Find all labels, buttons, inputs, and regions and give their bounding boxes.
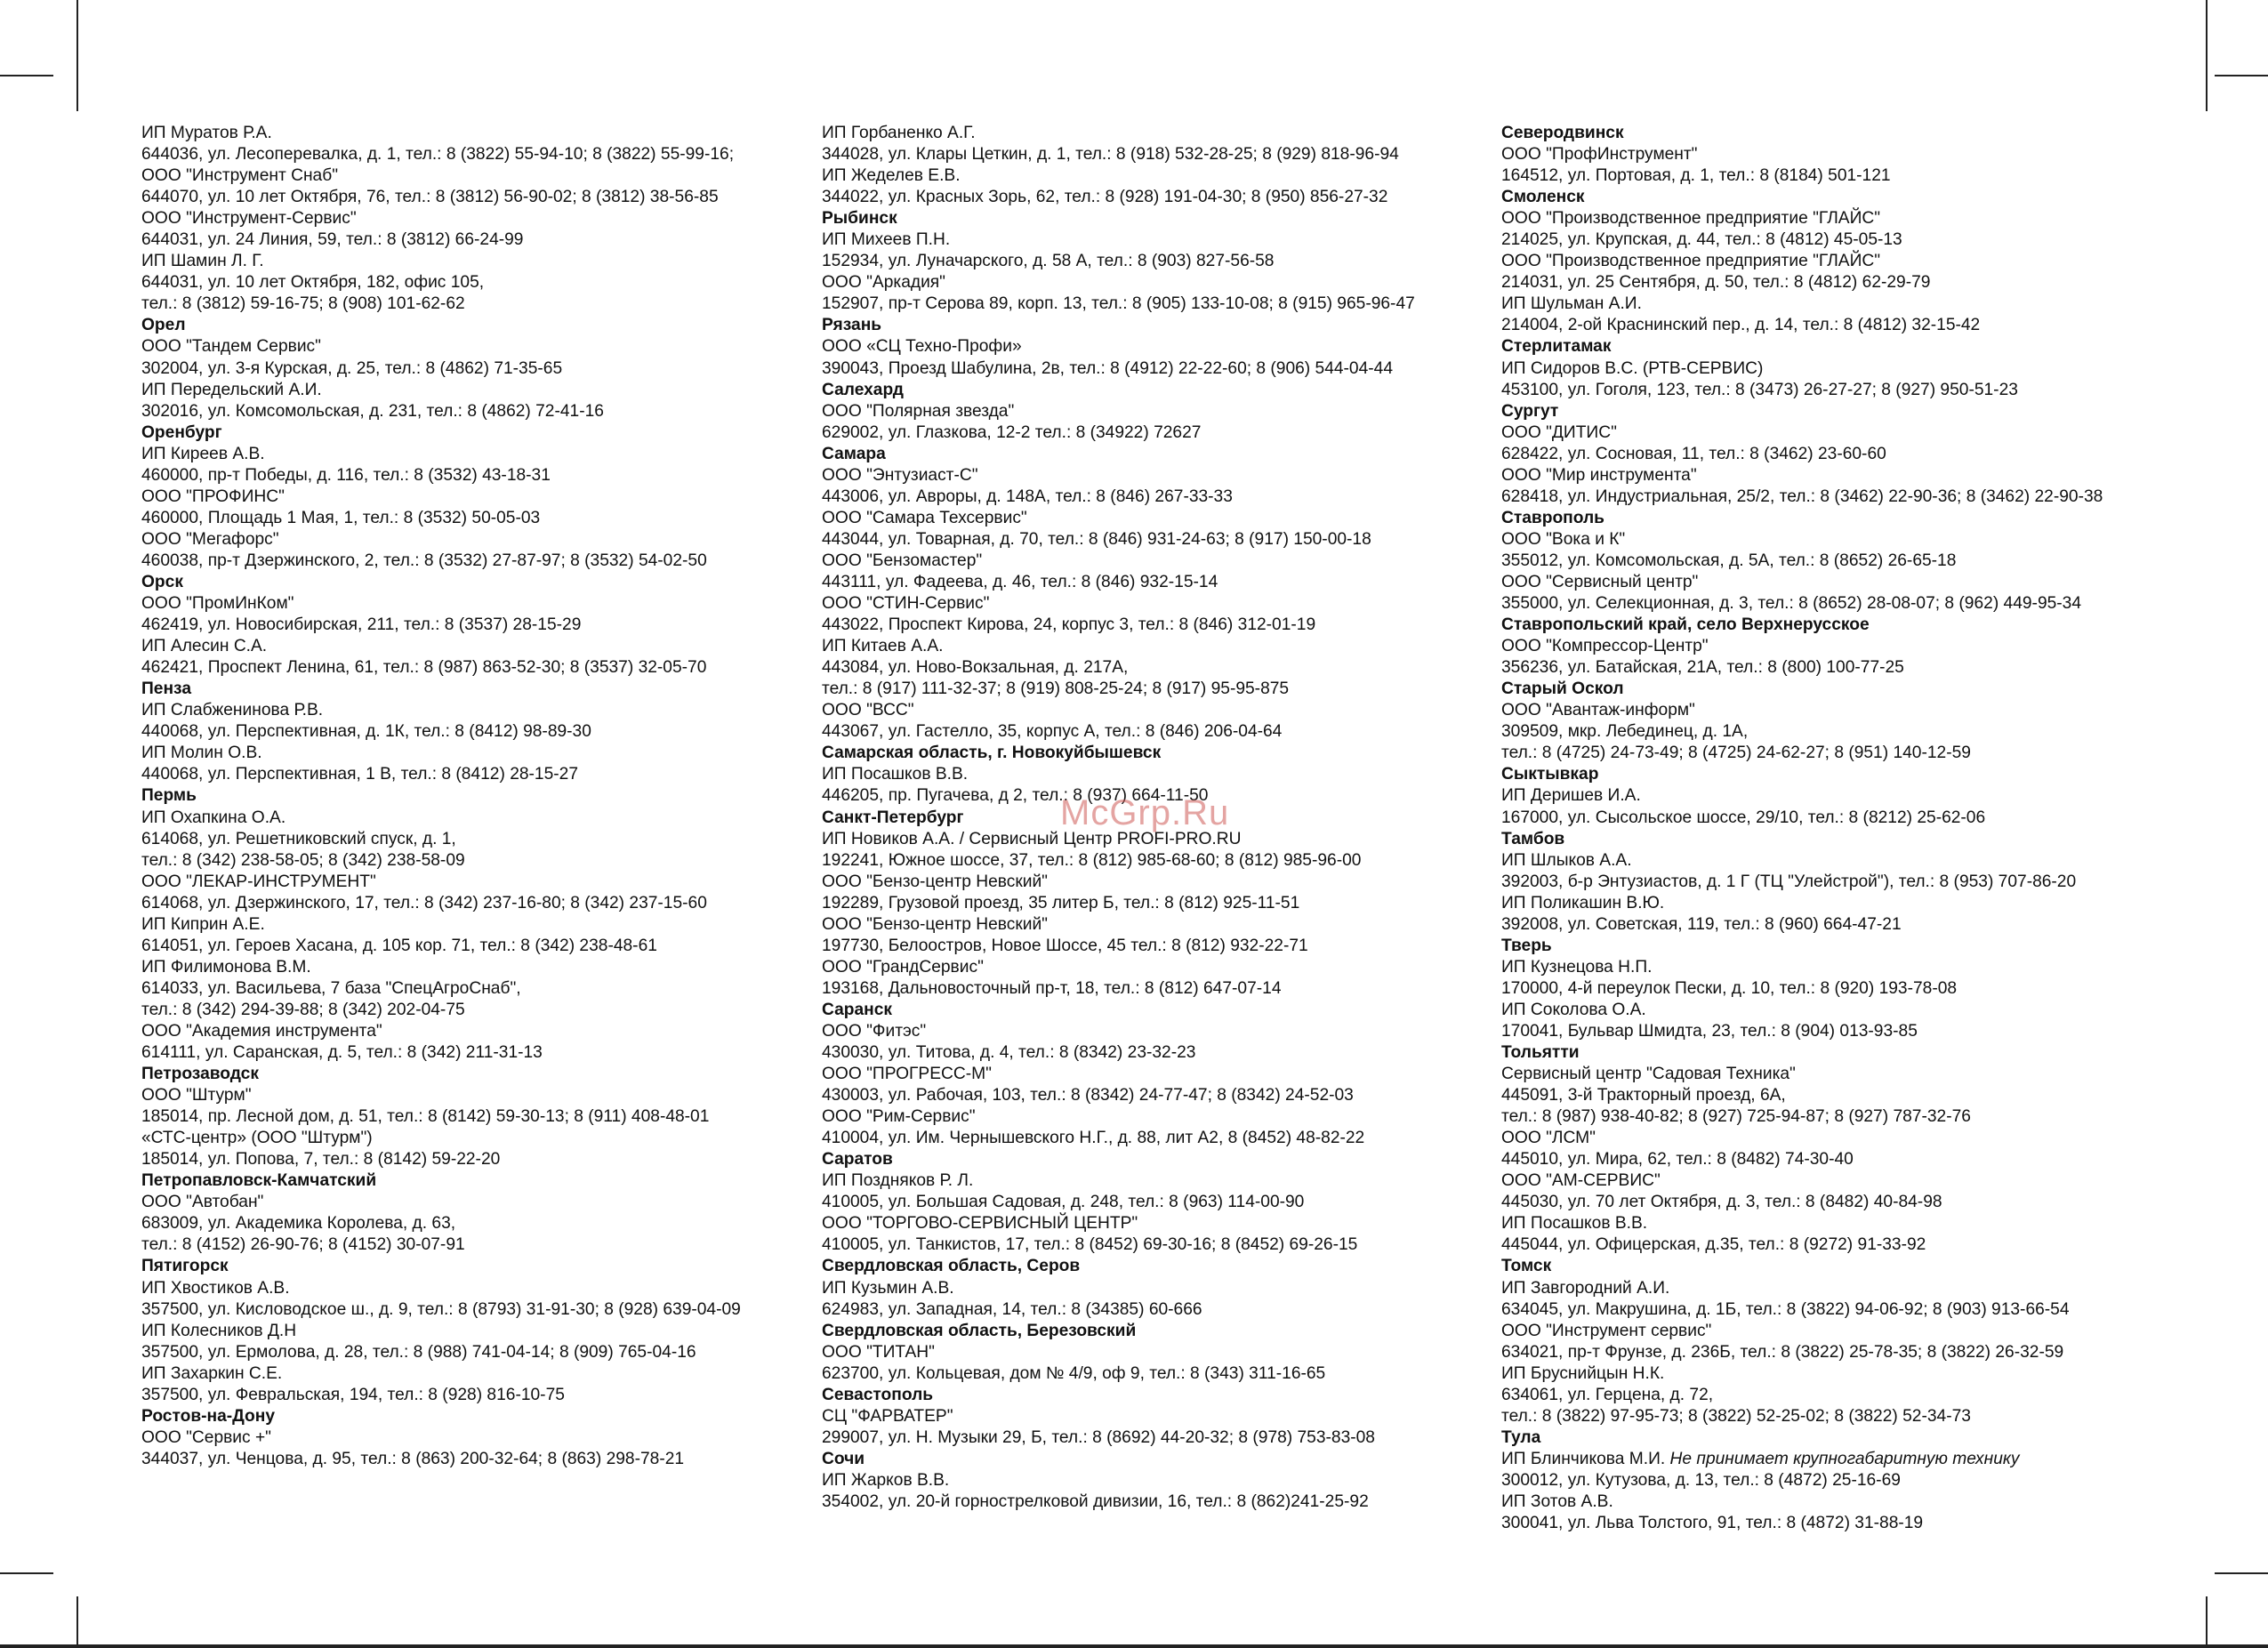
dealer-line: 302004, ул. 3-я Курская, д. 25, тел.: 8 (4862) 71-35-65 [141, 358, 563, 378]
dealer-line: ООО «СЦ Техно-Профи» [822, 337, 1022, 357]
dealer-line: 644031, ул. 10 лет Октября, 182, офис 105, [141, 273, 485, 293]
dealer-line: 430003, ул. Рабочая, 103, тел.: 8 (8342) 24-77-47; 8 (8342) 24-52-03 [822, 1086, 1354, 1105]
dealer-line: «СТС-центр» (ООО "Штурм") [141, 1129, 373, 1148]
dealer-line: 644036, ул. Лесоперевалка, д. 1, тел.: 8 (3822) 55-94-10; 8 (3822) 55-99-16; [141, 145, 735, 165]
dealer-line: 390043, Проезд Шабулина, 2в, тел.: 8 (4912) 22-22-60; 8 (906) 544-04-44 [822, 358, 1394, 378]
dealer-line: ООО "ГрандСервис" [822, 957, 984, 977]
dealer-line: ИП Захаркин С.Е. [141, 1363, 283, 1383]
dealer-line: 628422, ул. Сосновая, 11, тел.: 8 (3462) 23-60-60 [1501, 444, 1886, 463]
dealer-line: тел.: 8 (342) 294-39-88; 8 (342) 202-04-75 [141, 1000, 465, 1019]
dealer-line: ООО "Автобан" [141, 1193, 264, 1212]
dealer-line: ООО "ВСС" [822, 701, 914, 720]
dealer-line: 192289, Грузовой проезд, 35 литер Б, тел.: 8 (812) 925-11-51 [822, 893, 1300, 912]
dealer-line: ООО "Бензо-центр Невский" [822, 914, 1048, 934]
city-heading: Пенза [141, 679, 192, 699]
dealer-line: 683009, ул. Академика Королева, д. 63, [141, 1214, 456, 1234]
dealer-line: 357500, ул. Февральская, 194, тел.: 8 (928) 816-10-75 [141, 1385, 565, 1404]
city-heading: Сургут [1501, 401, 1559, 421]
dealer-line: ИП Посашков В.В. [1501, 1214, 1648, 1234]
city-heading: Салехард [822, 380, 904, 399]
dealer-column-1 [141, 123, 741, 1470]
dealer-line: ИП Поликашин В.Ю. [1501, 893, 1665, 912]
city-heading: Оренбург [141, 422, 222, 442]
dealer-line: ИП Блинчикова М.И. Не принимает крупногабаритную технику [1501, 1449, 2020, 1468]
dealer-line: 634061, ул. Герцена, д. 72, [1501, 1385, 1714, 1404]
city-heading: Саратов [822, 1150, 893, 1170]
city-heading: Самарская область, г. Новокуйбышевск [822, 744, 1162, 763]
dealer-line: тел.: 8 (917) 111-32-37; 8 (919) 808-25-24; 8 (917) 95-95-875 [822, 679, 1290, 699]
dealer-line: 629002, ул. Глазкова, 12-2 тел.: 8 (34922) 72627 [822, 422, 1202, 442]
dealer-line: ООО "Мир инструмента" [1501, 465, 1697, 485]
dealer-line: 614033, ул. Васильева, 7 база "СпецАгроСнаб", [141, 978, 521, 998]
crop-mark [76, 1596, 78, 1648]
city-heading: Сочи [822, 1449, 865, 1468]
dealer-line: 356236, ул. Батайская, 21А, тел.: 8 (800) 100-77-25 [1501, 658, 1904, 678]
dealer-line: ИП Кузнецова Н.П. [1501, 957, 1653, 977]
dealer-line: 344037, ул. Ченцова, д. 95, тел.: 8 (863) 200-32-64; 8 (863) 298-78-21 [141, 1449, 685, 1468]
dealer-line: 445030, ул. 70 лет Октября, д. 3, тел.: 8 (8482) 40-84-98 [1501, 1193, 1942, 1212]
city-heading: Рязань [822, 316, 882, 335]
dealer-line: ООО "Аркадия" [822, 273, 945, 293]
dealer-line: ООО "Полярная звезда" [822, 401, 1015, 421]
dealer-line: ООО "ЛСМ" [1501, 1129, 1596, 1148]
dealer-line: ИП Жеделев Е.В. [822, 166, 961, 186]
dealer-line: 392008, ул. Советская, 119, тел.: 8 (960) 664-47-21 [1501, 914, 1902, 934]
dealer-line: 443022, Проспект Кирова, 24, корпус 3, тел.: 8 (846) 312-01-19 [822, 615, 1316, 635]
dealer-line: ООО "Авантаж-информ" [1501, 701, 1695, 720]
city-heading: Петропавловск-Камчатский [141, 1171, 377, 1191]
dealer-line: 634021, пр-т Фрунзе, д. 236Б, тел.: 8 (3822) 25-78-35; 8 (3822) 26-32-59 [1501, 1342, 2064, 1362]
city-heading: Томск [1501, 1257, 1552, 1276]
dealer-line: 410005, ул. Танкистов, 17, тел.: 8 (8452) 69-30-16; 8 (8452) 69-26-15 [822, 1235, 1358, 1255]
crop-mark [76, 0, 78, 111]
city-heading: Ростов-на-Дону [141, 1406, 276, 1426]
city-heading: Стерлитамак [1501, 337, 1612, 357]
dealer-line: 628418, ул. Индустриальная, 25/2, тел.: 8 (3462) 22-90-36; 8 (3462) 22-90-38 [1501, 486, 2103, 506]
dealer-line: ООО "ТИТАН" [822, 1342, 935, 1362]
dealer-line: тел.: 8 (3812) 59-16-75; 8 (908) 101-62-62 [141, 294, 465, 314]
dealer-line: 445044, ул. Офицерская, д.35, тел.: 8 (9272) 91-33-92 [1501, 1235, 1926, 1255]
city-heading: Тула [1501, 1427, 1541, 1447]
dealer-line: ИП Михеев П.Н. [822, 230, 951, 250]
crop-mark [0, 1572, 53, 1574]
dealer-line: ООО "Производственное предприятие "ГЛАЙС" [1501, 252, 1881, 271]
city-heading: Самара [822, 444, 886, 463]
dealer-line: 192241, Южное шоссе, 37, тел.: 8 (812) 985-68-60; 8 (812) 985-96-00 [822, 850, 1362, 870]
dealer-line: Сервисный центр "Садовая Техника" [1501, 1065, 1796, 1084]
dealer-line: 614051, ул. Героев Хасана, д. 105 кор. 71, тел.: 8 (342) 238-48-61 [141, 936, 657, 955]
dealer-line: ИП Шлыков А.А. [1501, 850, 1632, 870]
dealer-line: 462421, Проспект Ленина, 61, тел.: 8 (987) 863-52-30; 8 (3537) 32-05-70 [141, 658, 707, 678]
dealer-line: ИП Поздняков Р. Л. [822, 1171, 974, 1191]
dealer-line: ООО "Сервисный центр" [1501, 572, 1699, 591]
dealer-line: 614111, ул. Саранская, д. 5, тел.: 8 (342) 211-31-13 [141, 1043, 543, 1063]
watermark: McGrp.Ru [1060, 793, 1230, 832]
dealer-line: ООО "Фитэс" [822, 1021, 927, 1041]
dealer-line: ИП Киреев А.В. [141, 444, 265, 463]
note-italic: Не принимает крупногабаритную технику [1669, 1449, 2020, 1468]
dealer-line: 302016, ул. Комсомольская, д. 231, тел.: 8 (4862) 72-41-16 [141, 401, 604, 421]
dealer-line: 446205, пр. Пугачева, д 2, тел.: 8 (937) 664-11-50 [822, 786, 1209, 806]
dealer-line: 300041, ул. Льва Толстого, 91, тел.: 8 (4872) 31-88-19 [1501, 1514, 1924, 1533]
dealer-line: тел.: 8 (4152) 26-90-76; 8 (4152) 30-07-91 [141, 1235, 465, 1255]
dealer-line: 644070, ул. 10 лет Октября, 76, тел.: 8 (3812) 56-90-02; 8 (3812) 38-56-85 [141, 188, 719, 207]
dealer-line: ООО "СТИН-Сервис" [822, 594, 990, 614]
dealer-line: 440068, ул. Перспективная, д. 1К, тел.: 8 (8412) 98-89-30 [141, 722, 591, 742]
dealer-line: ООО "Бензомастер" [822, 551, 983, 570]
bottom-rule [0, 1644, 2268, 1648]
city-heading: Саранск [822, 1000, 893, 1019]
dealer-line: ООО "Академия инструмента" [141, 1021, 382, 1041]
dealer-line: 443084, ул. Ново-Вокзальная, д. 217А, [822, 658, 1129, 678]
crop-mark [2206, 0, 2208, 111]
dealer-line: 197730, Белоостров, Новое Шоссе, 45 тел.: 8 (812) 932-22-71 [822, 936, 1308, 955]
dealer-line: 460038, пр-т Дзержинского, 2, тел.: 8 (3532) 27-87-97; 8 (3532) 54-02-50 [141, 551, 707, 570]
dealer-line: 644031, ул. 24 Линия, 59, тел.: 8 (3812) 66-24-99 [141, 230, 524, 250]
city-heading: Пятигорск [141, 1257, 229, 1276]
city-heading: Свердловская область, Березовский [822, 1321, 1137, 1340]
dealer-line: ООО "ПромИнКом" [141, 594, 294, 614]
crop-mark [0, 75, 53, 76]
city-heading: Свердловская область, Серов [822, 1257, 1081, 1276]
dealer-line: ИП Молин О.В. [141, 744, 262, 763]
dealer-line: 170000, 4-й переулок Пески, д. 10, тел.: 8 (920) 193-78-08 [1501, 978, 1958, 998]
dealer-line: 410005, ул. Большая Садовая, д. 248, тел.: 8 (963) 114-00-90 [822, 1193, 1305, 1212]
dealer-line: ИП Охапкина О.А. [141, 808, 286, 827]
dealer-line: 443006, ул. Авроры, д. 148А, тел.: 8 (846) 267-33-33 [822, 486, 1233, 506]
dealer-line: 614068, ул. Дзержинского, 17, тел.: 8 (342) 237-16-80; 8 (342) 237-15-60 [141, 893, 707, 912]
city-heading: Санкт-Петербург [822, 808, 964, 827]
city-heading: Сыктывкар [1501, 765, 1599, 784]
dealer-line: 634045, ул. Макрушина, д. 1Б, тел.: 8 (3822) 94-06-92; 8 (903) 913-66-54 [1501, 1299, 2070, 1319]
dealer-line: ООО "Самара Техсервис" [822, 508, 1027, 527]
dealer-line: 460000, пр-т Победы, д. 116, тел.: 8 (3532) 43-18-31 [141, 465, 551, 485]
dealer-line: 443067, ул. Гастелло, 35, корпус А, тел.: 8 (846) 206-04-64 [822, 722, 1283, 742]
city-heading: Смоленск [1501, 188, 1585, 207]
city-heading: Ставрополь [1501, 508, 1604, 527]
dealer-line: 624983, ул. Западная, 14, тел.: 8 (34385) 60-666 [822, 1299, 1202, 1319]
dealer-column-3 [1501, 123, 2103, 1534]
dealer-line: ИП Филимонова В.М. [141, 957, 311, 977]
dealer-line: тел.: 8 (987) 938-40-82; 8 (927) 725-94-87; 8 (927) 787-32-76 [1501, 1107, 1971, 1127]
dealer-line: 453100, ул. Гоголя, 123, тел.: 8 (3473) 26-27-27; 8 (927) 950-51-23 [1501, 380, 2018, 399]
dealer-line: 392003, б-р Энтузиастов, д. 1 Г (ТЦ "Улейстрой"), тел.: 8 (953) 707-86-20 [1501, 872, 2077, 891]
dealer-line: 214031, ул. 25 Сентября, д. 50, тел.: 8 (4812) 62-29-79 [1501, 273, 1931, 293]
dealer-line: 440068, ул. Перспективная, 1 В, тел.: 8 (8412) 28-15-27 [141, 765, 578, 784]
city-heading: Ставропольский край, село Верхнерусское [1501, 615, 1870, 635]
dealer-line: ИП Горбаненко А.Г. [822, 124, 976, 142]
dealer-line: ООО "ПРОФИНС" [141, 486, 285, 506]
dealer-line: ООО "Компрессор-Центр" [1501, 637, 1709, 656]
dealer-line: 193168, Дальновосточный пр-т, 18, тел.: 8 (812) 647-07-14 [822, 978, 1282, 998]
dealer-line: 357500, ул. Кисловодское ш., д. 9, тел.: 8 (8793) 31-91-30; 8 (928) 639-04-09 [141, 1299, 741, 1319]
dealer-line: ИП Колесников Д.Н [141, 1321, 297, 1340]
dealer-line: тел.: 8 (342) 238-58-05; 8 (342) 238-58-09 [141, 850, 465, 870]
dealer-line: 355012, ул. Комсомольская, д. 5А, тел.: 8 (8652) 26-65-18 [1501, 551, 1957, 570]
dealer-line: СЦ "ФАРВАТЕР" [822, 1406, 953, 1426]
dealer-line: 410004, ул. Им. Чернышевского Н.Г., д. 88, лит А2, 8 (8452) 48-82-22 [822, 1129, 1365, 1148]
dealer-line: ИП Зотов А.В. [1501, 1492, 1613, 1511]
city-heading: Орел [141, 316, 186, 335]
dealer-line: ИП Бруснийцын Н.К. [1501, 1363, 1665, 1383]
dealer-line: 445010, ул. Мира, 62, тел.: 8 (8482) 74-30-40 [1501, 1150, 1854, 1170]
dealer-line: 309509, мкр. Лебединец, д. 1А, [1501, 722, 1749, 742]
dealer-line: 164512, ул. Портовая, д. 1, тел.: 8 (8184) 501-121 [1501, 166, 1891, 186]
dealer-line: ООО "ЛЕКАР-ИНСТРУМЕНТ" [141, 872, 376, 891]
dealer-line: ИП Алесин С.А. [141, 637, 268, 656]
dealer-line: ИП Китаев А.А. [822, 637, 944, 656]
dealer-line: ООО "Энтузиаст-С" [822, 465, 978, 485]
dealer-line: ООО "Рим-Сервис" [822, 1107, 976, 1127]
city-heading: Пермь [141, 786, 197, 806]
city-heading: Орск [141, 572, 183, 591]
dealer-line: ИП Завгородний А.И. [1501, 1278, 1670, 1298]
dealer-line: 430030, ул. Титова, д. 4, тел.: 8 (8342) 23-32-23 [822, 1043, 1196, 1063]
dealer-line: 445091, 3-й Тракторный проезд, 6А, [1501, 1086, 1786, 1105]
dealer-line: ИП Соколова О.А. [1501, 1000, 1646, 1019]
dealer-line: 170041, Бульвар Шмидта, 23, тел.: 8 (904) 013-93-85 [1501, 1021, 1918, 1041]
dealer-line: 214025, ул. Крупская, д. 44, тел.: 8 (4812) 45-05-13 [1501, 230, 1902, 250]
dealer-line: 167000, ул. Сысольское шоссе, 29/10, тел.: 8 (8212) 25-62-06 [1501, 808, 1986, 827]
dealer-line: ООО "Сервис +" [141, 1427, 271, 1447]
dealer-line: ИП Муратов Р.А. [141, 124, 272, 142]
city-heading: Севастополь [822, 1385, 934, 1404]
dealer-line: 300012, ул. Кутузова, д. 13, тел.: 8 (4872) 25-16-69 [1501, 1470, 1901, 1490]
dealer-line: ИП Шульман А.И. [1501, 294, 1642, 314]
city-heading: Старый Оскол [1501, 679, 1624, 699]
dealer-line: 357500, ул. Ермолова, д. 28, тел.: 8 (988) 741-04-14; 8 (909) 765-04-16 [141, 1342, 696, 1362]
dealer-line: 443044, ул. Товарная, д. 70, тел.: 8 (846) 931-24-63; 8 (917) 150-00-18 [822, 529, 1371, 549]
dealer-line: 299007, ул. Н. Музыки 29, Б, тел.: 8 (8692) 44-20-32; 8 (978) 753-83-08 [822, 1427, 1375, 1447]
dealer-line: ООО "ПРОГРЕСС-М" [822, 1065, 992, 1084]
dealer-line: ИП Хвостиков А.В. [141, 1278, 290, 1298]
dealer-line: ООО "ПрофИнструмент" [1501, 145, 1698, 165]
city-heading: Тамбов [1501, 829, 1565, 848]
dealer-line: ИП Новиков А.А. / Сервисный Центр PROFI-PRO.RU [822, 829, 1242, 848]
city-heading: Северодвинск [1501, 124, 1624, 142]
dealer-line: 152907, пр-т Серова 89, корп. 13, тел.: 8 (905) 133-10-08; 8 (915) 965-96-47 [822, 294, 1415, 314]
dealer-line: 462419, ул. Новосибирская, 211, тел.: 8 (3537) 28-15-29 [141, 615, 582, 635]
city-heading: Тверь [1501, 936, 1552, 955]
dealer-line: 443111, ул. Фадеева, д. 46, тел.: 8 (846) 932-15-14 [822, 572, 1218, 591]
dealer-line: ООО "Бензо-центр Невский" [822, 872, 1048, 891]
crop-mark [2215, 1572, 2268, 1574]
dealer-line: ИП Сидоров В.С. (РТВ-СЕРВИС) [1501, 358, 1764, 378]
city-heading: Тольятти [1501, 1043, 1580, 1063]
dealer-line: ООО "Инструмент Снаб" [141, 166, 339, 186]
dealer-line: 152934, ул. Луначарского, д. 58 А, тел.: 8 (903) 827-56-58 [822, 252, 1275, 271]
dealer-line: 344028, ул. Клары Цеткин, д. 1, тел.: 8 (918) 532-28-25; 8 (929) 818-96-94 [822, 145, 1399, 165]
dealer-line: ООО "Тандем Сервис" [141, 337, 321, 357]
dealer-line: 460000, Площадь 1 Мая, 1, тел.: 8 (3532) 50-05-03 [141, 508, 541, 527]
city-heading: Рыбинск [822, 209, 897, 229]
dealer-line: тел.: 8 (4725) 24-73-49; 8 (4725) 24-62-27; 8 (951) 140-12-59 [1501, 744, 1971, 763]
dealer-line: ООО "Инструмент сервис" [1501, 1321, 1712, 1340]
dealer-line: 614068, ул. Решетниковский спуск, д. 1, [141, 829, 456, 848]
dealer-line: 214004, 2-ой Краснинский пер., д. 14, тел.: 8 (4812) 32-15-42 [1501, 316, 1981, 335]
city-heading: Петрозаводск [141, 1065, 259, 1084]
crop-mark [2206, 1596, 2208, 1648]
dealer-line: 354002, ул. 20-й горнострелковой дивизии, 16, тел.: 8 (862)241-25-92 [822, 1492, 1369, 1511]
dealer-line: 344022, ул. Красных Зорь, 62, тел.: 8 (928) 191-04-30; 8 (950) 856-27-32 [822, 188, 1388, 207]
dealer-line: ООО "Производственное предприятие "ГЛАЙС" [1501, 209, 1881, 229]
dealer-line: ИП Шамин Л. Г. [141, 252, 264, 271]
dealer-line: ООО "Мегафорс" [141, 529, 279, 549]
dealer-line: ООО "Штурм" [141, 1086, 252, 1105]
dealer-line: ИП Киприн А.Е. [141, 914, 265, 934]
dealer-line: ИП Деришев И.А. [1501, 786, 1641, 806]
dealer-line: 623700, ул. Кольцевая, дом № 4/9, оф 9, тел.: 8 (343) 311-16-65 [822, 1363, 1326, 1383]
dealer-line: 185014, ул. Попова, 7, тел.: 8 (8142) 59-22-20 [141, 1150, 501, 1170]
dealer-line: ООО "ТОРГОВО-СЕРВИСНЫЙ ЦЕНТР" [822, 1214, 1138, 1234]
dealer-line: ИП Посашков В.В. [822, 765, 969, 784]
dealer-line: ИП Жарков В.В. [822, 1470, 950, 1490]
dealer-line: 185014, пр. Лесной дом, д. 51, тел.: 8 (8142) 59-30-13; 8 (911) 408-48-01 [141, 1107, 710, 1127]
dealer-line: ООО "ДИТИС" [1501, 422, 1617, 442]
dealer-line: ООО "Вока и К" [1501, 529, 1626, 549]
dealer-line: ИП Слабженинова Р.В. [141, 701, 324, 720]
dealer-line: 355000, ул. Селекционная, д. 3, тел.: 8 (8652) 28-08-07; 8 (962) 449-95-34 [1501, 594, 2082, 614]
dealer-line: ООО "АМ-СЕРВИС" [1501, 1171, 1661, 1191]
crop-mark [2215, 75, 2268, 76]
dealer-line: ООО "Инструмент-Сервис" [141, 209, 357, 229]
dealer-line: ИП Передельский А.И. [141, 380, 322, 399]
dealer-line: ИП Кузьмин А.В. [822, 1278, 954, 1298]
dealer-line: тел.: 8 (3822) 97-95-73; 8 (3822) 52-25-02; 8 (3822) 52-34-73 [1501, 1406, 1971, 1426]
